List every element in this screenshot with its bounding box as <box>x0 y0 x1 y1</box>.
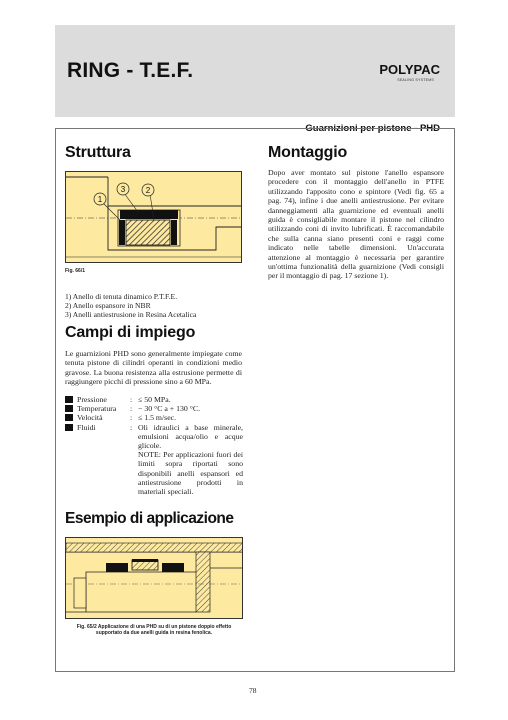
piston-application-drawing <box>66 538 243 619</box>
campi-heading: Campi di impiego <box>65 324 196 341</box>
spec-note-row <box>65 450 243 496</box>
spec-row-fluidi: Fluidi : Oli idraulici a base minerale, emulsioni acqua/olio e acque glicole. <box>65 423 243 451</box>
component-item-2: 2) Anello espansore in NBR <box>65 301 151 311</box>
esempio-figure <box>65 537 243 619</box>
spec-note: NOTE: Per applicazioni fuori dei limiti sopra riportati sono disponibili anelli espansori ed antiestrusione prodotti in materiali speciali. <box>138 450 243 497</box>
brand-tagline: SEALING SYSTEMS <box>397 78 434 82</box>
spec-table <box>65 395 243 496</box>
esempio-heading: Esempio di applicazione <box>65 510 234 527</box>
component-list <box>65 292 245 320</box>
spec-row-velocita: Velocità : ≤ 1.5 m/sec. <box>65 413 243 422</box>
page-title: RING - T.E.F. <box>67 59 194 82</box>
spec-row-temperatura: Temperatura : − 30 °C a + 130 °C. <box>65 404 243 413</box>
seal-cross-section-drawing <box>66 172 242 263</box>
brand-logo: POLYPAC <box>379 62 440 77</box>
campi-intro: Le guarnizioni PHD sono generalmente impiegate come tenuta pistone di cilindri operanti in condizioni medio gravose. La buona resistenza alla estrusione permette di raggiungere picchi di pressione sino a 60 MPa. <box>65 349 242 387</box>
struttura-heading: Struttura <box>65 144 131 161</box>
component-item-1: 1) Anello di tenuta dinamico P.T.F.E. <box>65 292 178 301</box>
header-band <box>55 25 455 134</box>
esempio-figure-caption-line2: supportato da due anelli guida in resina fenolica. <box>95 630 213 636</box>
montaggio-heading: Montaggio <box>268 144 348 161</box>
bullet-square-icon <box>65 414 73 421</box>
callout-1: 1 <box>97 195 103 204</box>
component-item-3: 3) Anelli antiestrusione in Resina Acetalica <box>65 310 197 320</box>
bullet-square-icon <box>65 424 73 431</box>
page-subtitle: Guarnizioni per pistone - PHD <box>305 123 440 134</box>
montaggio-text: Dopo aver montato sul pistone l'anello espansore procedere con il montaggio dell'anello in PTFE utilizzando l'apposito cono e spintore (Vedi fig. 65 a pag. 74), infine i due anelli antiestrusione. Per evitare danneggiamenti alla guarnizione ed eventuali anelli guida è consigliabile montare il pistone nel cilindro utilizzando coni di invito lubrificati. È raccomandabile che sulla canna siano presenti coni e raggi come indicato nelle tabelle dimensioni. Un'accurata attenzione al montaggio è necessaria per garantire un'ottima funzionalità della guarnizione (Vedi consigli per il montaggio di pag. 17 sezione 1). <box>268 168 444 281</box>
struttura-figure <box>65 171 242 263</box>
spec-row-pressione: Pressione : ≤ 50 MPa. <box>65 395 243 404</box>
struttura-figure-caption: Fig. 66/1 <box>65 268 86 274</box>
esempio-figure-caption-line1: Fig. 65/2 Applicazione di una PHD su di un pistone doppio effetto <box>76 624 232 630</box>
page-number: 78 <box>249 686 257 695</box>
bullet-square-icon <box>65 396 73 403</box>
callout-3: 3 <box>120 185 126 194</box>
bullet-square-icon <box>65 405 73 412</box>
callout-2: 2 <box>145 186 151 195</box>
